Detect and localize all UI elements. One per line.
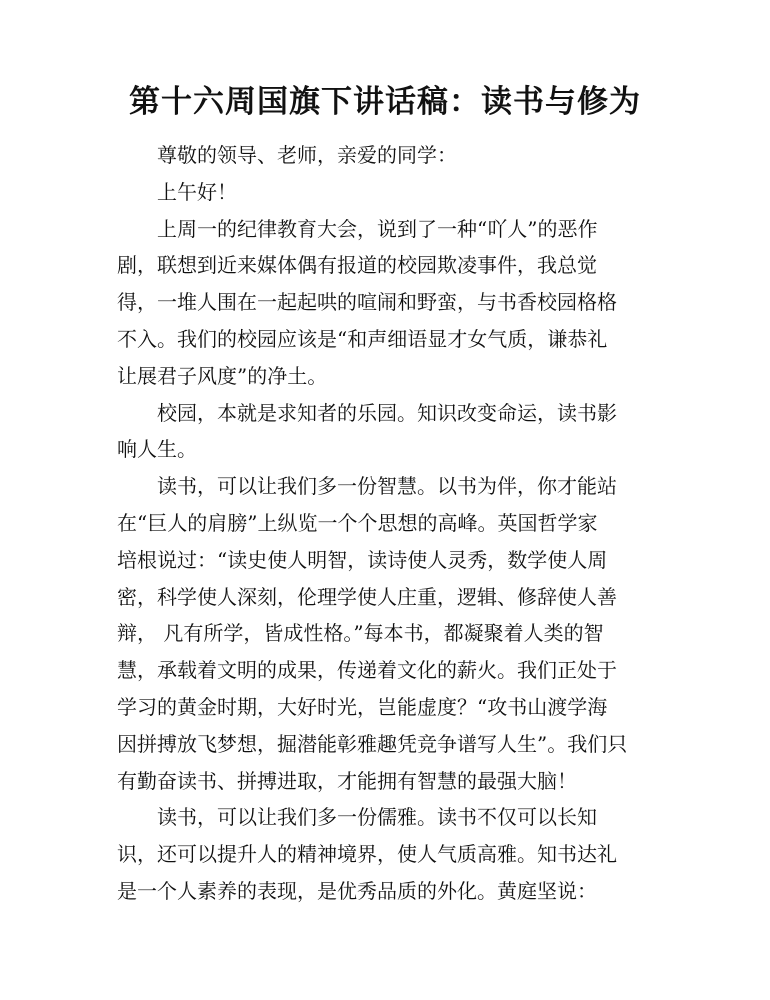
text-line: 上周一的纪律教育大会，说到了一种“吖人”的恶作	[157, 216, 598, 241]
text-line: 因拼搏放飞梦想，掘潜能彰雅趣凭竞争谱写人生”。我们只	[117, 731, 628, 756]
text-line: 响人生。	[117, 437, 197, 462]
text-line: 读书，可以让我们多一份儒雅。读书不仅可以长知	[157, 805, 597, 830]
text-line: 慧，承载着文明的成果，传递着文化的薪火。我们正处于	[117, 658, 617, 683]
text-line: 上午好！	[157, 179, 237, 204]
text-line: 剧，联想到近来媒体偶有报道的校园欺凌事件，我总觉	[117, 253, 597, 278]
text-line: 识，还可以提升人的精神境界，使人气质高雅。知书达礼	[117, 842, 617, 867]
text-line: 不入。我们的校园应该是“和声细语显才女气质，谦恭礼	[117, 326, 608, 351]
text-line: 读书，可以让我们多一份智慧。以书为伴，你才能站	[157, 474, 617, 499]
text-line: 得，一堆人围在一起起哄的喧闹和野蛮，与书香校园格格	[117, 290, 617, 315]
document-body	[117, 137, 647, 910]
text-line: 尊敬的领导、老师，亲爱的同学：	[157, 143, 457, 167]
text-line: 在“巨人的肩膀”上纵览一个个思想的高峰。英国哲学家	[117, 510, 598, 535]
text-line: 培根说过：“读史使人明智，读诗使人灵秀，数学使人周	[117, 547, 608, 572]
text-line: 学习的黄金时期，大好时光，岂能虚度？“攻书山渡学海	[117, 694, 608, 719]
text-line: 让展君子风度”的净土。	[117, 363, 328, 388]
text-line: 辩， 凡有所学，皆成性格。”每本书，都凝聚着人类的智	[117, 621, 604, 646]
text-line: 密，科学使人深刻，伦理学使人庄重，逻辑、修辞使人善	[117, 584, 617, 609]
document-title: 第十六周国旗下讲话稿：读书与修为	[129, 84, 641, 120]
text-line: 有勤奋读书、拼搏进取，才能拥有智慧的最强大脑！	[117, 768, 577, 793]
text-line: 校园，本就是求知者的乐园。知识改变命运，读书影	[157, 400, 617, 425]
text-line: 是一个人素养的表现，是优秀品质的外化。黄庭坚说：	[117, 878, 597, 903]
